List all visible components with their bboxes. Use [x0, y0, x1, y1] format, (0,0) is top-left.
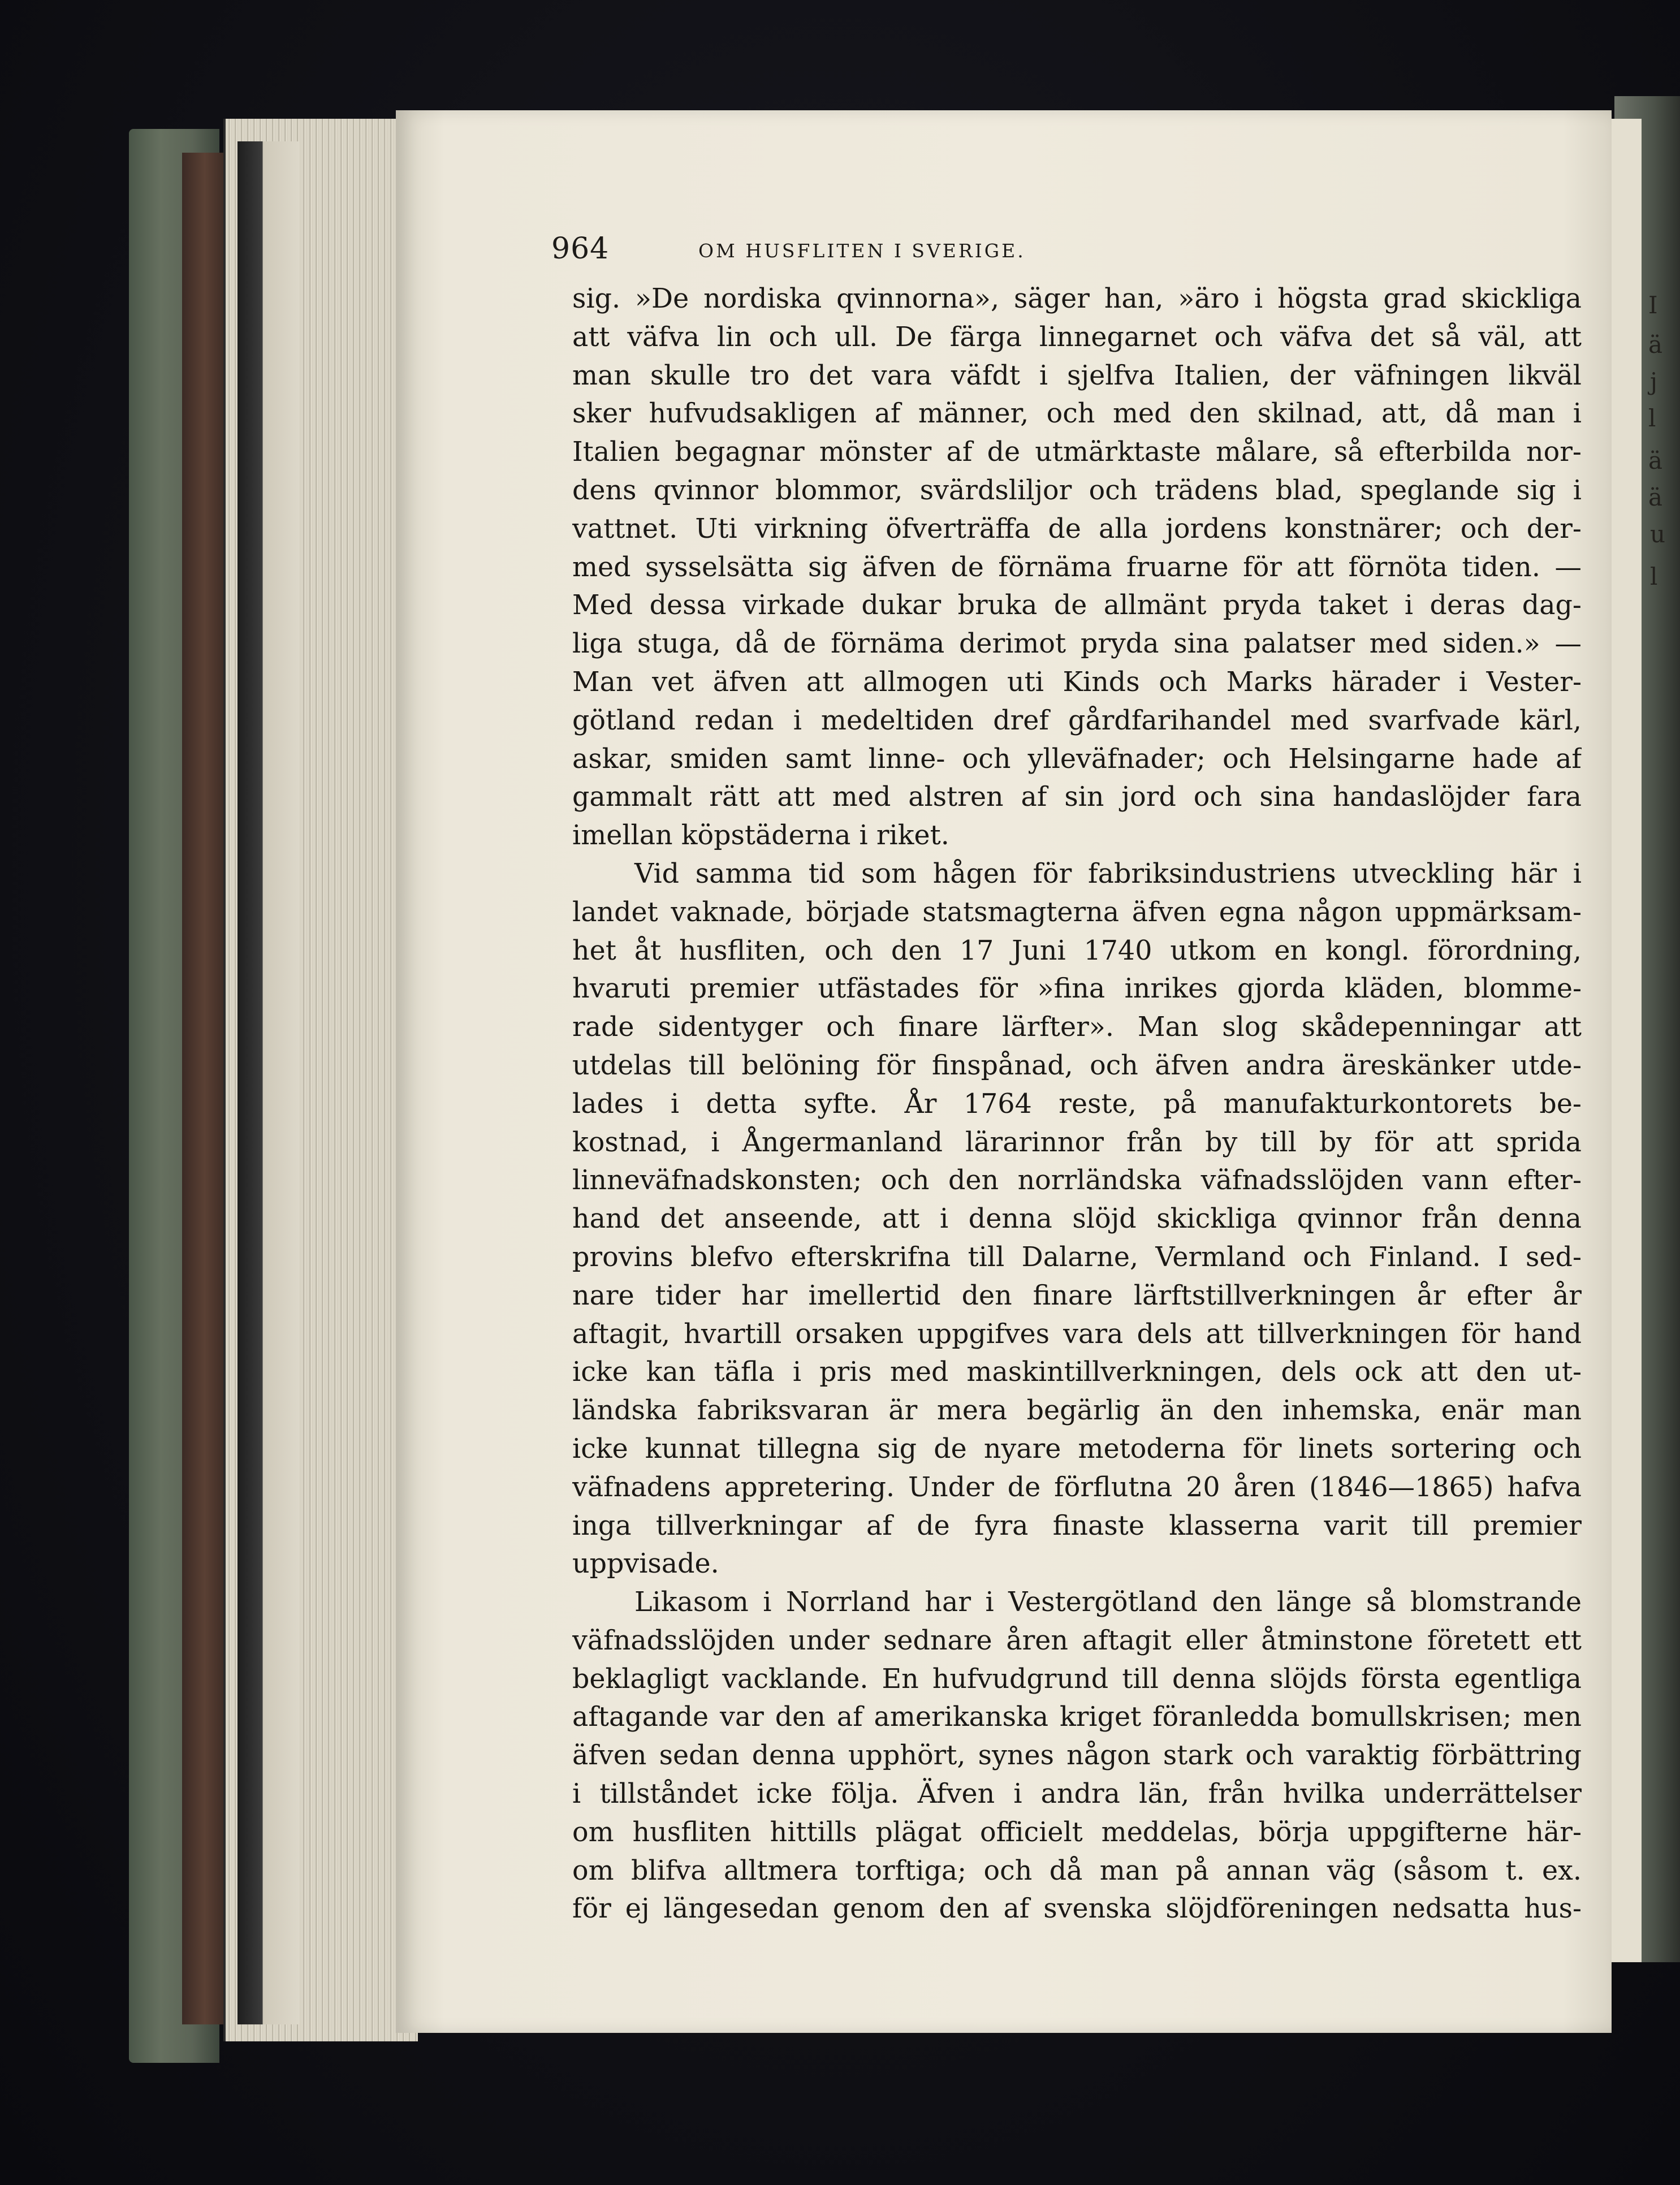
text-line: väfnadsslöjden under sednare åren aftagit eller åtminstone företett ett	[572, 1625, 1582, 1656]
body-text	[572, 280, 1582, 1928]
text-line: Italien begagnar mönster af de utmärktaste målare, så efterbilda nor-	[572, 437, 1582, 468]
next-page-letter: ä	[1648, 483, 1663, 511]
text-line: lades i detta syfte. År 1764 reste, på manufakturkontorets be-	[572, 1088, 1582, 1120]
text-line: att väfva lin och ull. De färga linnegarnet och väfva det så väl, att	[572, 321, 1582, 353]
text-line: rade sidentyger och finare lärfter». Man slog skådepenningar att	[572, 1012, 1582, 1043]
text-line: Vid samma tid som hågen för fabriksindustriens utveckling här i	[634, 858, 1582, 889]
next-page-letter: ä	[1648, 331, 1663, 359]
text-line: imellan köpstäderna i riket.	[572, 820, 949, 852]
text-line: äfven sedan denna upphört, synes någon stark och varaktig förbättring	[572, 1740, 1582, 1772]
next-page-letter: I	[1648, 291, 1658, 319]
text-line: om blifva alltmera torftiga; och då man på annan väg (såsom t. ex.	[572, 1855, 1582, 1886]
text-line: provins blefvo efterskrifna till Dalarne, Vermland och Finland. I sed-	[572, 1241, 1582, 1273]
text-line: utdelas till belöning för finspånad, och äfven andra äreskänker utde-	[572, 1050, 1582, 1081]
text-line: liga stuga, då de förnäma derimot pryda sina palatser med siden.» —	[572, 628, 1582, 660]
text-line: askar, smiden samt linne- och ylleväfnader; och Helsingarne hade af	[572, 743, 1582, 775]
text-line: man skulle tro det vara väfdt i sjelfva Italien, der väfningen likväl	[572, 360, 1582, 391]
text-line: götland redan i medeltiden dref gårdfarihandel med svarfvade kärl,	[572, 705, 1582, 736]
text-line: het åt husfliten, och den 17 Juni 1740 utkom en kongl. förordning,	[572, 935, 1582, 966]
text-line: Med dessa virkade dukar bruka de allmänt pryda taket i deras dag-	[572, 590, 1582, 621]
page-edges-shadow	[237, 141, 300, 2024]
text-line: gammalt rätt att med alstren af sin jord och sina handaslöjder fara	[572, 781, 1582, 813]
page-number: 964	[551, 232, 610, 266]
next-page-letter: ä	[1648, 447, 1663, 474]
text-line: aftagit, hvartill orsaken uppgifves vara dels att tillverkningen för hand	[572, 1318, 1582, 1350]
text-line: Likasom i Norrland har i Vestergötland den länge så blomstrande	[634, 1587, 1582, 1618]
spine-binding	[182, 153, 227, 2024]
text-line: med sysselsätta sig äfven de förnäma fruarne för att förnöta tiden. —	[572, 551, 1582, 583]
text-line: uppvisade.	[572, 1548, 719, 1580]
text-line: sker hufvudsakligen af männer, och med den skilnad, att, då man i	[572, 398, 1582, 430]
text-line: hand det anseende, att i denna slöjd skickliga qvinnor från denna	[572, 1203, 1582, 1235]
text-line: landet vaknade, började statsmagterna äfven egna någon uppmärksam-	[572, 896, 1582, 928]
text-line: icke kan täfla i pris med maskintillverkningen, dels ock att den ut-	[572, 1357, 1582, 1388]
text-line: sig. »De nordiska qvinnorna», säger han, »äro i högsta grad skickliga	[572, 283, 1582, 314]
next-page-letter: l	[1650, 563, 1658, 590]
text-line: aftagande var den af amerikanska kriget föranledda bomullskrisen; men	[572, 1702, 1582, 1733]
text-line: i tillståndet icke följa. Äfven i andra län, från hvilka underrättelser	[572, 1778, 1582, 1810]
running-head: OM HUSFLITEN I SVERIGE.	[698, 240, 1026, 262]
text-line: nare tider har imellertid den finare lärftstillverkningen år efter år	[572, 1280, 1582, 1311]
text-line: vattnet. Uti virkning öfverträffa de alla jordens konstnärer; och der-	[572, 513, 1582, 545]
text-line: väfnadens appretering. Under de förflutna 20 åren (1846—1865) hafva	[572, 1471, 1582, 1503]
text-line: beklagligt vacklande. En hufvudgrund till denna slöjds första egentliga	[572, 1663, 1582, 1695]
text-line: Man vet äfven att allmogen uti Kinds och Marks härader i Vester-	[572, 666, 1582, 698]
text-line: inga tillverkningar af de fyra finaste klasserna varit till premier	[572, 1510, 1582, 1541]
next-page-letter: j	[1650, 368, 1658, 395]
page-header	[551, 232, 1190, 271]
text-line: kostnad, i Ångermanland lärarinnor från by till by för att sprida	[572, 1126, 1582, 1158]
text-line: för ej längesedan genom den af svenska slöjdföreningen nedsatta hus-	[572, 1893, 1582, 1925]
next-page-letter: l	[1648, 404, 1656, 432]
text-line: dens qvinnor blommor, svärdsliljor och trädens blad, speglande sig i	[572, 474, 1582, 506]
text-line: om husfliten hittills plägat officielt meddelas, börja uppgifterne här-	[572, 1816, 1582, 1848]
text-line: linneväfnadskonsten; och den norrländska väfnadsslöjden vann efter-	[572, 1165, 1582, 1197]
book-page	[396, 110, 1612, 2033]
text-line: icke kunnat tillegna sig de nyare metoderna för linets sortering och	[572, 1433, 1582, 1465]
text-line: hvaruti premier utfästades för »fina inrikes gjorda kläden, blomme-	[572, 973, 1582, 1005]
text-line: ländska fabriksvaran är mera begärlig än den inhemska, enär man	[572, 1395, 1582, 1427]
next-page-letter: u	[1650, 520, 1666, 548]
